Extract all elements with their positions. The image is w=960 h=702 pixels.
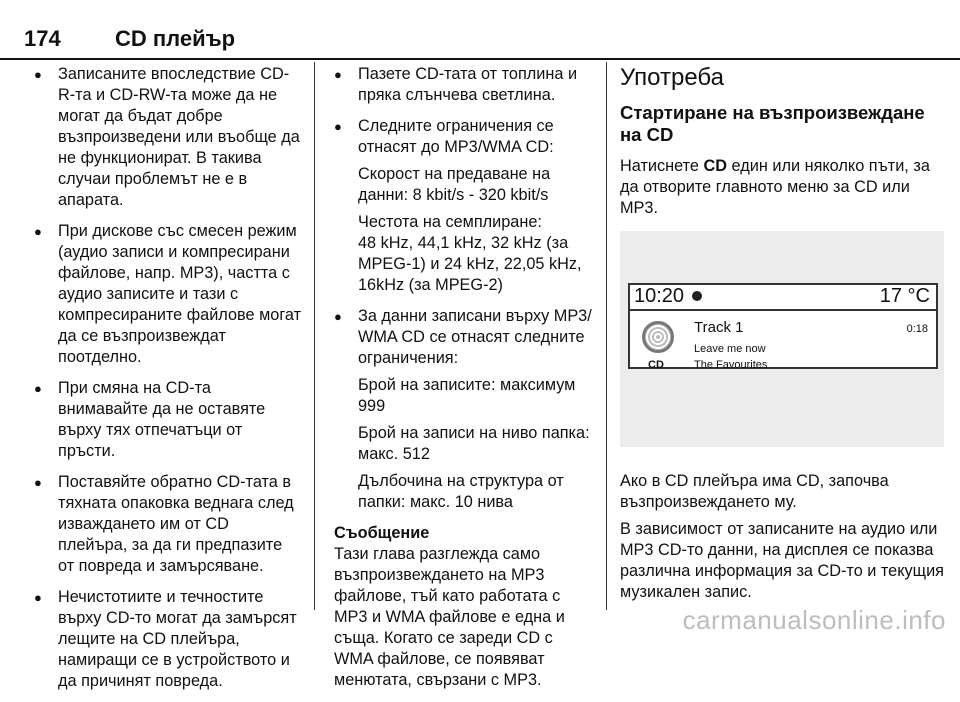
column-middle bbox=[334, 64, 594, 691]
note-title: Съобщение bbox=[334, 524, 430, 542]
track-artist: The Favourites bbox=[694, 359, 768, 371]
paragraph bbox=[620, 156, 944, 219]
column-right bbox=[620, 64, 944, 609]
paragraph: В зависимост от записаните на аудио или MP3 CD-то данни, на дисплея се показва различна информация за CD-то и текущия музикален запис. bbox=[620, 520, 944, 601]
cd-key: CD bbox=[703, 157, 728, 175]
subsection-title: Стартиране на възпроизвеждане на CD bbox=[620, 102, 925, 145]
bullet-item: ● Записаните впоследствие CD-R-та и CD-RW-та може да не могат да бъдат добре възпроизведени или въобще да не функционират. В такива случаи проблемът не е в апарата. bbox=[34, 64, 302, 211]
page-number: 174 bbox=[24, 26, 61, 51]
bullet-item: ● За данни записани върху MP3/ WMA CD се отнасят следните ограничения: bbox=[334, 306, 594, 369]
chapter-title: CD плейър bbox=[115, 26, 236, 51]
column-left bbox=[34, 64, 302, 702]
section-title: Употреба bbox=[620, 64, 724, 91]
temperature-readout: 17 °C bbox=[879, 285, 930, 307]
paragraph-text: Натиснете bbox=[620, 157, 704, 175]
sub-item: 48 kHz, 44,1 kHz, 32 kHz (за MPEG-1) и 24 kHz, 22,05 kHz, 16kHz (за MPEG-2) bbox=[358, 234, 582, 294]
paragraph: Ако в CD плейъра има CD, започва възпроизвеждането му. bbox=[620, 472, 889, 511]
cd-disc-icon bbox=[642, 321, 674, 353]
header-rule bbox=[0, 58, 960, 60]
record-dot-icon bbox=[692, 291, 702, 301]
paragraph-text: един или няколко пъти, за да отворите главното меню за CD или MP3. bbox=[620, 157, 930, 217]
display-illustration bbox=[620, 231, 944, 447]
bullet-item: ● При смяна на CD-та внимавайте да не оставяте върху тях отпечатъци от пръсти. bbox=[34, 378, 302, 462]
column-divider bbox=[606, 62, 607, 610]
bullet-item: ● Поставяйте обратно CD-тата в тяхната опаковка веднага след изваждането им от CD плейъра, за да ги предпазите от повреда и замърсяване. bbox=[34, 472, 302, 577]
source-label: CD bbox=[648, 359, 664, 371]
column-divider bbox=[314, 62, 315, 610]
display-status-bar bbox=[630, 285, 936, 311]
bullet-item: ● Пазете CD-тата от топлина и пряка слънчева светлина. bbox=[334, 64, 594, 106]
sub-item: Скорост на предаване на данни: 8 kbit/s - 320 kbit/s bbox=[358, 165, 551, 204]
sub-item: Честота на семплиране: bbox=[358, 213, 542, 231]
sub-item: Брой на записите: максимум 999 bbox=[358, 376, 576, 415]
bullet-item: ● Нечистотиите и течностите върху CD-то могат да замърсят лещите на CD плейъра, намиращи се в устройството и да причинят повреда. bbox=[34, 587, 302, 692]
bullet-item: ● Следните ограничения се отнасят до MP3/WMA CD: bbox=[334, 116, 594, 158]
display-screen bbox=[628, 283, 938, 369]
sub-item: Дълбочина на структура от папки: макс. 10 нива bbox=[358, 472, 564, 511]
track-time: 0:18 bbox=[906, 323, 928, 335]
track-title: Track 1 bbox=[694, 319, 744, 336]
track-song: Leave me now bbox=[694, 343, 766, 355]
bullet-item: ● При дискове със смесен режим (аудио записи и компресирани файлове, напр. MP3), частта с аудио записите и тази с компресираните файлове могат да се възпроизвеждат поотделно. bbox=[34, 221, 302, 368]
page-header bbox=[0, 0, 960, 60]
sub-item: Брой на записи на ниво папка: макс. 512 bbox=[358, 424, 590, 463]
note-text: Тази глава разглежда само възпроизвеждането на MP3 файлове, тъй като работата с MP3 и WMA файлове е една и съща. Когато се зареди CD с WMA файлове, се появяват менютата, свързани с MP3. bbox=[334, 545, 565, 689]
clock-readout: 10:20 bbox=[634, 285, 685, 307]
watermark: carmanualsonline.info bbox=[682, 605, 946, 635]
